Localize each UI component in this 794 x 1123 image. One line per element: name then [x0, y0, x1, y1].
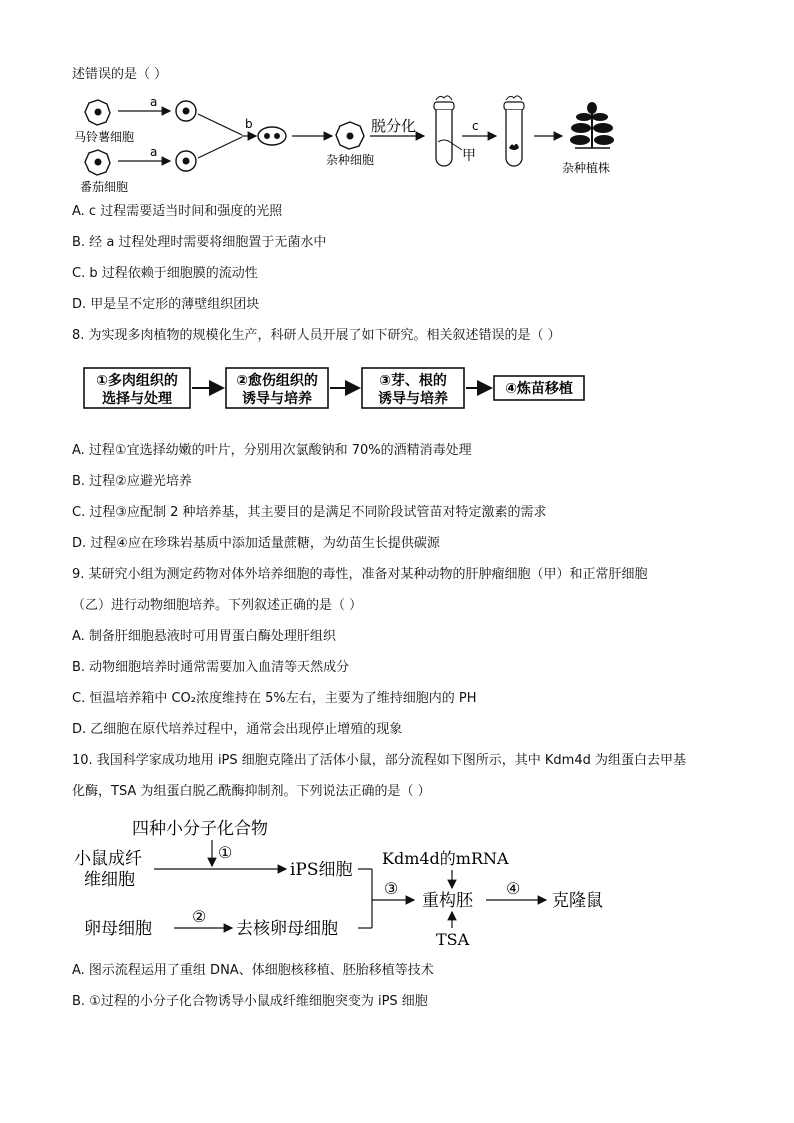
- test-tube-1-icon: [434, 96, 454, 166]
- tomato-protoplast-icon: [176, 151, 196, 171]
- potato-label: 马铃薯细胞: [74, 130, 135, 144]
- hybrid-plant-icon: [570, 102, 614, 148]
- q9-option-c: C. 恒温培养箱中 CO₂浓度维持在 5%左右，主要为了维持细胞内的 PH: [72, 691, 477, 706]
- q9-stem-line2: （乙）进行动物细胞培养。下列叙述正确的是（ ）: [72, 598, 363, 613]
- q10-enucleated-oocyte: 去核卵母细胞: [236, 919, 338, 939]
- q8-box-3: [362, 368, 464, 408]
- q7-option-c: C. b 过程依赖于细胞膜的流动性: [72, 266, 258, 281]
- q10-fibroblast-line1: 小鼠成纤: [74, 849, 142, 869]
- hybrid-plant-label: 杂种植株: [562, 161, 611, 175]
- q9-option-d: D. 乙细胞在原代培养过程中，通常会出现停止增殖的现象: [72, 722, 403, 737]
- hybrid-cell-label: 杂种细胞: [326, 153, 375, 167]
- q8-option-d: D. 过程④应在珍珠岩基质中添加适量蔗糖，为幼苗生长提供碳源: [72, 536, 440, 551]
- q10-oocyte: 卵母细胞: [84, 919, 152, 939]
- q8-box-3-line2: 诱导与培养: [378, 391, 448, 407]
- test-tube-2-icon: [504, 96, 524, 166]
- tomato-cell-icon: [85, 150, 110, 175]
- q8-option-b: B. 过程②应避光培养: [72, 474, 192, 489]
- q10-option-b: B. ①过程的小分子化合物诱导小鼠成纤维细胞突变为 iPS 细胞: [72, 994, 428, 1009]
- q8-option-a: A. 过程①宜选择幼嫩的叶片，分别用次氯酸钠和 70%的酒精消毒处理: [72, 443, 472, 458]
- q10-tsa: TSA: [436, 930, 470, 949]
- q8-box-2-line1: ②愈伤组织的: [236, 373, 318, 389]
- jia-label: 甲: [462, 148, 476, 164]
- q8-box-3-line1: ③芽、根的: [379, 373, 447, 389]
- q10-step-3: ③: [384, 879, 399, 898]
- q9-option-b: B. 动物细胞培养时通常需要加入血清等天然成分: [72, 660, 350, 675]
- q10-reconstructed-embryo: 重构胚: [422, 891, 473, 911]
- label-a2: a: [150, 145, 158, 159]
- q8-box-2-line2: 诱导与培养: [242, 391, 312, 407]
- label-a1: a: [150, 95, 158, 109]
- dediff-label: 脱分化: [371, 117, 417, 135]
- q10-step-1: ①: [218, 843, 233, 862]
- q7-option-d: D. 甲是呈不定形的薄壁组织团块: [72, 297, 260, 312]
- q10-stem-line2: 化酶，TSA 为组蛋白脱乙酰酶抑制剂。下列说法正确的是（ ）: [72, 784, 431, 799]
- fusing-cells-icon: [258, 127, 286, 145]
- label-b: b: [245, 117, 253, 131]
- q8-box-1-line2: 选择与处理: [102, 391, 172, 407]
- q9-option-a: A. 制备肝细胞悬液时可用胃蛋白酶处理肝组织: [72, 629, 336, 644]
- q10-compounds: 四种小分子化合物: [132, 819, 268, 839]
- q8-box-1: [84, 368, 190, 408]
- q8-box-4: [494, 376, 584, 400]
- q10-kdm-mrna: Kdm4d的mRNA: [382, 849, 509, 868]
- q10-step-4: ④: [506, 879, 521, 898]
- potato-protoplast-icon: [176, 101, 196, 121]
- hybrid-cell-icon: [336, 122, 364, 149]
- tomato-label: 番茄细胞: [80, 180, 129, 194]
- q10-stem-line1: 10. 我国科学家成功地用 iPS 细胞克隆出了活体小鼠，部分流程如下图所示，其中 Kdm4d 为组蛋白去甲基: [72, 753, 687, 768]
- q8-option-c: C. 过程③应配制 2 种培养基，其主要目的是满足不同阶段试管苗对特定激素的需求: [72, 505, 547, 520]
- potato-cell-icon: [85, 100, 110, 125]
- q8-box-1-line1: ①多肉组织的: [96, 373, 178, 389]
- q7-option-a: A. c 过程需要适当时间和强度的光照: [72, 204, 283, 219]
- q8-stem: 8. 为实现多肉植物的规模化生产，科研人员开展了如下研究。相关叙述错误的是（ ）: [72, 328, 561, 343]
- q7-stem: 述错误的是（ ）: [72, 67, 168, 82]
- q10-step-2: ②: [192, 907, 207, 926]
- q10-cloned-mouse: 克隆鼠: [552, 891, 603, 911]
- q9-stem-line1: 9. 某研究小组为测定药物对体外培养细胞的毒性，准备对某种动物的肝肿瘤细胞（甲）和正常肝细胞: [72, 567, 648, 582]
- label-c: c: [472, 119, 479, 133]
- q8-box-2: [226, 368, 328, 408]
- q10-option-a: A. 图示流程运用了重组 DNA、体细胞核移植、胚胎移植等技术: [72, 963, 434, 978]
- q8-flowchart: [80, 364, 600, 414]
- q10-ips-cell: iPS细胞: [290, 860, 353, 880]
- q10-flowchart: [70, 814, 630, 954]
- q7-figure: [70, 90, 630, 200]
- q8-box-4-line1: ④炼苗移植: [505, 381, 573, 397]
- q7-option-b: B. 经 a 过程处理时需要将细胞置于无菌水中: [72, 235, 327, 250]
- q10-fibroblast-line2: 维细胞: [84, 870, 135, 890]
